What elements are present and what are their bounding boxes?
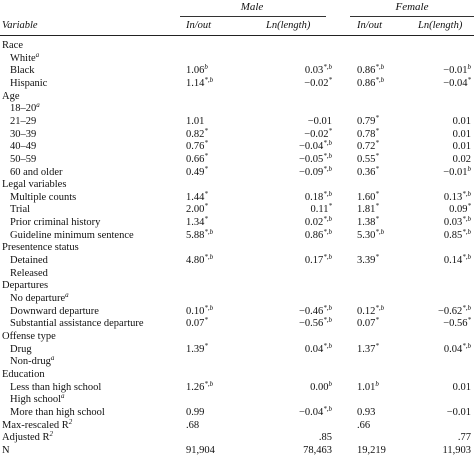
male-ln-cell <box>305 254 332 267</box>
cell-significance-marker: b <box>375 379 379 388</box>
cell-value: 0.93 <box>357 406 376 418</box>
male-inout-cell <box>186 381 213 394</box>
row-label-text: Detained <box>10 255 48 267</box>
cell-value: −0.46 <box>298 305 324 317</box>
row-label-superscript: a <box>36 101 40 110</box>
cell-value: 0.99 <box>186 406 205 418</box>
cell-value: 0.03 <box>443 217 463 229</box>
cell-value: 0.01 <box>452 381 471 393</box>
cell-value: 0.10 <box>186 305 205 317</box>
male-ln-cell <box>304 77 332 90</box>
row-label-text: Legal variables <box>2 179 67 191</box>
table-row <box>0 279 474 292</box>
cell-value: 0.11 <box>310 204 329 216</box>
variable-column-header: Variable <box>2 20 38 31</box>
cell-value: 1.06 <box>186 65 205 77</box>
cell-value: 0.01 <box>452 141 471 153</box>
row-label-text: Drug <box>10 343 32 355</box>
row-label-superscript: a <box>65 291 69 299</box>
female-ln-cell <box>443 77 471 90</box>
cell-value: −0.02 <box>304 128 329 140</box>
female-inout-cell <box>357 419 370 432</box>
female-ln-cell <box>438 305 471 318</box>
cell-significance-marker: * <box>375 316 379 325</box>
row-label <box>10 64 35 77</box>
cell-significance-marker: *,b <box>323 316 332 325</box>
male-inout-cell <box>186 166 208 179</box>
male-ln-cell <box>303 444 332 457</box>
row-label-text: 50–59 <box>10 153 37 165</box>
cell-value: 5.88 <box>186 229 205 241</box>
row-label-text: Adjusted R <box>2 432 50 444</box>
cell-value: 0.82 <box>186 128 205 140</box>
female-ln-cell <box>444 229 471 242</box>
female-ln-cell <box>453 140 471 153</box>
cell-value: −0.62 <box>437 305 463 317</box>
row-label <box>10 381 101 394</box>
male-inout-header: In/out <box>186 20 212 31</box>
cell-significance-marker: *,b <box>375 303 385 312</box>
cell-significance-marker: *,b <box>323 404 332 413</box>
cell-significance-marker: * <box>204 126 208 135</box>
cell-value: 0.76 <box>186 141 205 153</box>
row-label <box>10 355 54 368</box>
table-row <box>0 393 474 406</box>
table-row <box>0 140 474 153</box>
female-ln-cell <box>453 128 471 141</box>
row-label-text: 30–39 <box>10 128 37 140</box>
cell-significance-marker: *,b <box>323 164 332 173</box>
female-inout-cell <box>357 305 384 318</box>
cell-significance-marker: * <box>204 202 208 211</box>
male-ln-header: Ln(length) <box>266 20 311 31</box>
cell-significance-marker: *,b <box>462 303 471 312</box>
table-row <box>0 90 474 103</box>
row-label-text: Presentence status <box>2 242 79 254</box>
table-row <box>0 52 474 65</box>
cell-significance-marker: *,b <box>323 253 332 262</box>
cell-significance-marker: * <box>204 151 208 160</box>
cell-value: 1.01 <box>357 381 376 393</box>
cell-value: .85 <box>318 432 332 444</box>
cell-value: 1.81 <box>357 204 376 216</box>
cell-significance-marker: *,b <box>323 139 332 148</box>
cell-value: 0.02 <box>304 217 324 229</box>
cell-significance-marker: * <box>204 189 208 198</box>
row-label <box>2 39 23 52</box>
cell-significance-marker: *,b <box>375 63 385 72</box>
cell-significance-marker: * <box>328 202 332 211</box>
cell-value: 2.00 <box>186 204 205 216</box>
row-label-text: No departure <box>10 293 66 304</box>
cell-significance-marker: *,b <box>462 215 471 224</box>
cell-significance-marker: *,b <box>204 379 214 388</box>
male-inout-cell <box>186 115 204 128</box>
cell-value: 0.13 <box>443 191 463 203</box>
row-label <box>2 368 45 381</box>
cell-value: 0.86 <box>357 65 376 77</box>
cell-significance-marker: * <box>204 164 208 173</box>
cell-value: 0.36 <box>357 166 376 178</box>
row-label-text: Offense type <box>2 330 56 342</box>
table-row <box>0 166 474 179</box>
female-group-heading: Female <box>395 1 429 13</box>
table-row <box>0 343 474 356</box>
row-label <box>2 279 48 292</box>
female-inout-cell <box>357 317 379 330</box>
cell-value: 0.07 <box>186 318 205 330</box>
header-rule <box>0 35 474 36</box>
row-label-text: High school <box>10 394 62 406</box>
row-label-text: N <box>2 444 10 456</box>
cell-value: 0.17 <box>304 255 324 267</box>
table-row <box>0 39 474 52</box>
female-ln-cell <box>447 406 471 419</box>
row-label-superscript: a <box>61 392 65 401</box>
cell-significance-marker: *,b <box>462 341 471 350</box>
table-column-headers <box>0 20 474 34</box>
row-label-text: Downward departure <box>10 305 99 317</box>
row-label-text: Non-drug <box>10 356 51 368</box>
cell-value: 1.37 <box>357 343 376 355</box>
cell-value: 0.04 <box>304 343 324 355</box>
female-inout-cell <box>357 444 386 457</box>
cell-significance-marker: *,b <box>323 63 332 72</box>
male-ln-cell <box>299 166 332 179</box>
cell-significance-marker: *,b <box>204 75 214 84</box>
cell-value: −0.09 <box>298 166 324 178</box>
table-row <box>0 368 474 381</box>
cell-significance-marker: *,b <box>323 215 332 224</box>
female-ln-cell <box>453 115 471 128</box>
row-label-text: Less than high school <box>10 381 102 393</box>
row-label-text: 40–49 <box>10 141 37 153</box>
cell-significance-marker: * <box>467 75 471 84</box>
table-row <box>0 203 474 216</box>
row-label <box>2 90 20 103</box>
cell-value: 0.18 <box>304 191 324 203</box>
cell-value: 1.38 <box>357 217 376 229</box>
male-inout-cell <box>186 305 213 318</box>
female-ln-cell <box>443 444 472 457</box>
cell-value: −0.01 <box>446 406 471 418</box>
cell-significance-marker: * <box>375 189 379 198</box>
row-label <box>10 216 100 229</box>
cell-value: 0.02 <box>452 153 471 165</box>
cell-value: 0.86 <box>304 229 324 241</box>
cell-value: .68 <box>186 419 200 431</box>
table-row <box>0 241 474 254</box>
cell-value: 78,463 <box>303 444 332 456</box>
cell-value: .66 <box>357 419 371 431</box>
cell-value: 11,903 <box>442 444 471 456</box>
cell-value: 1.14 <box>186 77 205 89</box>
row-label-text: Trial <box>10 204 31 216</box>
cell-significance-marker: * <box>375 341 379 350</box>
female-inout-header: In/out <box>357 20 383 31</box>
female-inout-cell <box>357 254 379 267</box>
table-row <box>0 305 474 318</box>
row-label <box>10 393 65 406</box>
cell-value: 0.72 <box>357 141 376 153</box>
female-ln-cell <box>443 317 471 330</box>
male-ln-cell <box>319 431 332 444</box>
cell-significance-marker: *,b <box>204 227 214 236</box>
table-row <box>0 178 474 191</box>
cell-value: −0.05 <box>298 153 324 165</box>
cell-significance-marker: * <box>375 151 379 160</box>
cell-value: 4.80 <box>186 255 205 267</box>
cell-value: 1.39 <box>186 343 205 355</box>
table-row <box>0 102 474 115</box>
cell-significance-marker: b <box>204 63 208 72</box>
male-inout-cell <box>186 229 213 242</box>
table-row <box>0 431 474 444</box>
cell-value: 19,219 <box>357 444 386 456</box>
cell-value: 0.07 <box>357 318 376 330</box>
cell-value: 5.30 <box>357 229 376 241</box>
cell-value: −0.01 <box>307 115 332 127</box>
cell-significance-marker: *,b <box>323 341 332 350</box>
row-label <box>10 292 69 305</box>
cell-significance-marker: *,b <box>323 151 332 160</box>
cell-value: 0.85 <box>443 229 463 241</box>
male-inout-cell <box>186 317 208 330</box>
row-label-text: 18–20 <box>10 103 37 115</box>
female-inout-cell <box>357 381 379 394</box>
cell-value: 1.44 <box>186 191 205 203</box>
cell-value: .77 <box>457 432 471 444</box>
row-label <box>10 52 39 65</box>
row-label-superscript: 2 <box>68 417 73 426</box>
female-inout-cell <box>357 166 379 179</box>
cell-value: 0.14 <box>443 255 463 267</box>
row-label <box>10 191 76 204</box>
cell-significance-marker: *,b <box>323 189 332 198</box>
cell-value: −0.56 <box>298 318 324 330</box>
table-row <box>0 330 474 343</box>
cell-value: 0.86 <box>357 77 376 89</box>
cell-value: 0.09 <box>449 204 468 216</box>
row-label <box>10 128 36 141</box>
table-row <box>0 355 474 368</box>
cell-value: −0.56 <box>443 318 468 330</box>
female-ln-cell <box>453 381 471 394</box>
female-inout-cell <box>357 229 384 242</box>
cell-value: 0.55 <box>357 153 376 165</box>
cell-value: 0.49 <box>186 166 205 178</box>
male-inout-cell <box>186 406 204 419</box>
cell-significance-marker: * <box>204 215 208 224</box>
female-ln-cell <box>444 343 471 356</box>
row-label-text: More than high school <box>10 406 105 418</box>
cell-significance-marker: * <box>204 341 208 350</box>
table-row <box>0 64 474 77</box>
table-row <box>0 317 474 330</box>
cell-value: 1.34 <box>186 217 205 229</box>
cell-value: 91,904 <box>186 444 215 456</box>
male-group-rule <box>180 16 326 17</box>
row-label-superscript: a <box>50 354 55 363</box>
cell-significance-marker: * <box>375 253 379 262</box>
female-ln-cell <box>444 254 471 267</box>
cell-significance-marker: * <box>375 215 379 224</box>
cell-significance-marker: *,b <box>323 303 332 312</box>
female-inout-cell <box>357 77 384 90</box>
cell-value: −0.04 <box>443 77 468 89</box>
row-label <box>10 229 134 242</box>
table-row <box>0 115 474 128</box>
row-label <box>2 241 79 254</box>
female-group-rule <box>350 16 474 17</box>
cell-significance-marker: * <box>375 202 379 211</box>
table-row <box>0 191 474 204</box>
row-label <box>2 431 53 444</box>
cell-significance-marker: b <box>467 63 471 72</box>
row-label-text: Guideline minimum sentence <box>10 229 134 241</box>
cell-significance-marker: * <box>204 139 208 148</box>
row-label-text: Hispanic <box>10 77 48 89</box>
cell-significance-marker: * <box>467 202 471 211</box>
male-ln-cell <box>299 317 332 330</box>
row-label <box>10 77 47 90</box>
table-row <box>0 229 474 242</box>
row-label <box>10 254 48 267</box>
cell-value: 0.01 <box>452 128 471 140</box>
table-row <box>0 419 474 432</box>
cell-value: −0.01 <box>443 65 468 77</box>
female-inout-cell <box>357 343 379 356</box>
male-ln-cell <box>305 343 332 356</box>
cell-value: 0.66 <box>186 153 205 165</box>
cell-significance-marker: b <box>328 379 332 388</box>
cell-value: −0.04 <box>298 406 324 418</box>
table-row <box>0 444 474 457</box>
row-label <box>10 102 40 115</box>
row-label-text: Max-rescaled R <box>2 419 69 431</box>
male-inout-cell <box>186 419 199 432</box>
row-label <box>2 444 10 457</box>
cell-value: 1.01 <box>186 115 205 127</box>
row-label-text: Race <box>2 40 23 51</box>
male-ln-cell <box>310 381 332 394</box>
row-label-text: Released <box>10 267 48 279</box>
cell-value: −0.04 <box>298 141 324 153</box>
row-label-text: Prior criminal history <box>10 217 101 229</box>
cell-value: 3.39 <box>357 255 376 267</box>
row-label <box>10 267 48 280</box>
cell-significance-marker: *,b <box>375 75 385 84</box>
row-label-superscript: 2 <box>49 430 54 439</box>
table-row <box>0 216 474 229</box>
cell-significance-marker: *,b <box>462 189 471 198</box>
cell-value: −0.01 <box>443 166 468 178</box>
female-ln-cell <box>458 431 471 444</box>
cell-value: −0.02 <box>304 77 329 89</box>
row-label <box>2 419 72 432</box>
cell-significance-marker: *,b <box>462 253 471 262</box>
cell-significance-marker: * <box>328 75 332 84</box>
row-label <box>10 406 105 419</box>
male-inout-cell <box>186 77 213 90</box>
cell-significance-marker: * <box>375 113 379 122</box>
table-row <box>0 292 474 305</box>
male-inout-cell <box>186 343 208 356</box>
table-row <box>0 153 474 166</box>
cell-value: 1.26 <box>186 381 205 393</box>
cell-significance-marker: b <box>467 164 471 173</box>
cell-significance-marker: * <box>375 139 379 148</box>
cell-significance-marker: * <box>375 126 379 135</box>
cell-value: 0.00 <box>310 381 329 393</box>
row-label-text: White <box>10 52 36 64</box>
cell-value: 0.12 <box>357 305 376 317</box>
cell-value: 1.60 <box>357 191 376 203</box>
cell-significance-marker: * <box>204 316 208 325</box>
table-header-groups <box>0 0 474 17</box>
row-label <box>10 343 32 356</box>
male-ln-cell <box>305 229 332 242</box>
table-row <box>0 254 474 267</box>
row-label <box>2 330 56 343</box>
table-row <box>0 267 474 280</box>
male-inout-cell <box>186 444 215 457</box>
cell-significance-marker: *,b <box>462 227 471 236</box>
cell-value: 0.03 <box>304 65 324 77</box>
female-inout-cell <box>357 406 375 419</box>
cell-significance-marker: *,b <box>204 303 214 312</box>
male-ln-cell <box>299 406 332 419</box>
cell-significance-marker: * <box>467 316 471 325</box>
cell-value: 0.04 <box>443 343 463 355</box>
male-group-heading: Male <box>240 1 264 13</box>
male-inout-cell <box>186 254 213 267</box>
table-row <box>0 128 474 141</box>
table-row <box>0 77 474 90</box>
row-label-text: 60 and older <box>10 166 63 178</box>
cell-value: 0.79 <box>357 115 376 127</box>
row-label <box>10 203 30 216</box>
cell-significance-marker: * <box>375 164 379 173</box>
cell-significance-marker: *,b <box>323 227 332 236</box>
row-label <box>10 140 36 153</box>
row-label-text: 21–29 <box>10 115 37 127</box>
row-label <box>10 305 99 318</box>
row-label-text: Age <box>2 90 20 102</box>
row-label-text: Multiple counts <box>10 191 77 203</box>
cell-significance-marker: *,b <box>204 253 214 262</box>
row-label <box>10 166 63 179</box>
cell-value: 0.01 <box>452 115 471 127</box>
female-ln-cell <box>443 166 471 179</box>
row-label-text: Education <box>2 368 45 380</box>
cell-significance-marker: * <box>328 126 332 135</box>
row-label <box>10 115 36 128</box>
cell-significance-marker: *,b <box>375 227 385 236</box>
row-label <box>2 178 66 191</box>
female-ln-header: Ln(length) <box>418 20 463 31</box>
row-label <box>10 153 36 166</box>
row-label-text: Departures <box>2 280 49 292</box>
table-row <box>0 381 474 394</box>
row-label-text: Black <box>10 65 35 77</box>
row-label-superscript: a <box>35 50 40 59</box>
row-label <box>10 317 144 330</box>
row-label-text: Substantial assistance departure <box>10 318 144 330</box>
cell-value: 0.78 <box>357 128 376 140</box>
